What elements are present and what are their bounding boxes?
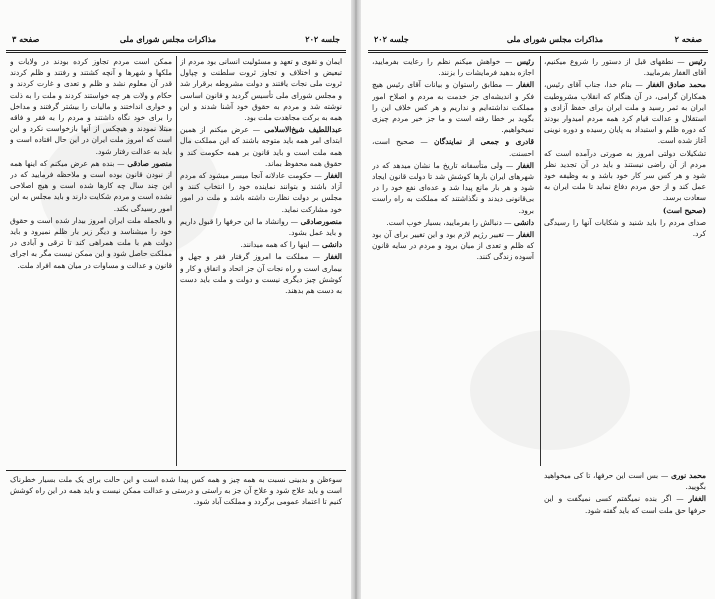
paragraph-text: — دنبالش را بفرمایید، بسیار خوب است.	[386, 217, 512, 227]
paragraph	[372, 160, 534, 216]
paragraph-text: و بالجمله ملت ایران امروز بیدار شده است و حقوق خود را میشناسد و دیگر زیر بار ظلم نمیرود و باید دولت هم با ملت همراهی کند تا ترقی و آبادی در مملکت حاصل شود و این ممکن نیست مگر به اجرای قانون و عدالت و مساوات در میان همه افراد ملت.	[10, 215, 172, 270]
speaker-name: عبداللطیف شیخ‌الاسلامی	[264, 125, 342, 135]
paragraph	[544, 493, 706, 515]
right-page-column-left	[372, 56, 534, 466]
paragraph-text: — بنده هم عرض میکنم که اینها همه از نبودن قانون بوده است و ملاحظه فرمایید که در این چند سال چه کارها شده است و هیچ اصلاحی نشده است و مردم شکایت دارند و باید مجلس به این امور رسیدگی بکند.	[10, 158, 172, 213]
paragraph	[544, 79, 706, 146]
right-page	[360, 0, 715, 599]
paragraph-text: — بنام خدا، جناب آقای رئیس، همکاران گرامی، در آن هنگام که انقلاب مشروطیت ایران به ثمر رسید و ملت ایران برای حفظ آزادی و استقلال و عدالت قیام کرد همه مردم امیدوار بودند که دوره ظلم و استبداد به پایان رسیده و دوره نوینی آغاز شده است.	[544, 80, 706, 146]
right-page-header	[368, 34, 708, 48]
speaker-name: الغفار	[516, 160, 534, 170]
left-page-number: صفحه ۳	[12, 34, 40, 44]
speaker-name: منصور صادقی	[127, 158, 172, 168]
paragraph	[544, 56, 706, 78]
speaker-name: محمد صادق الغفار	[646, 80, 706, 90]
paragraph	[180, 56, 342, 123]
speaker-name: دانشی	[513, 217, 534, 227]
paragraph-text: — اگر بنده نمیگفتم کسی نمیگفت و این حرفها حق ملت است که باید گفته شود.	[544, 494, 706, 515]
paragraph-text: — حکومت عادلانه آنجا میسر میشود که مردم آزاد باشند و بتوانند نماینده خود را انتخاب کنند و مجلس بر دولت نظارت داشته باشد و ملت در امور خود مشارکت نماید.	[180, 171, 342, 214]
paragraph-text: صدای مردم را باید شنید و شکایات آنها را رسیدگی کرد.	[544, 217, 706, 239]
speaker-name: الغفار	[688, 494, 706, 504]
speaker-name: الغفار	[324, 252, 342, 262]
paragraph-text: — تغییر رژیم لازم بود و این تغییر برای آن بود که ظلم و تعدی از میان برود و مردم در سایه قانون آسوده زندگی کنند.	[372, 230, 534, 262]
speaker-name: رئیس	[516, 57, 534, 66]
paragraph-text: — بس است این حرفها، تا کی میخواهید بگویید.	[544, 471, 706, 492]
footer-rule	[6, 470, 346, 471]
column-divider	[176, 56, 177, 466]
paragraph-text: — روانشاد ما این حرفها را قبول داریم و باید عمل بشود.	[180, 216, 342, 238]
paragraph	[372, 217, 534, 228]
speaker-name: (صحیح است)	[662, 205, 706, 215]
speaker-name: الغفار	[324, 171, 342, 181]
paragraph	[180, 216, 342, 238]
left-page-column-right	[180, 56, 342, 466]
paragraph-text: — ولی متأسفانه تاریخ ما نشان میدهد که در شهرهای ایران بارها کوشش شد تا دولت قانون ایجاد شود و هر بار مانع پیدا شد و عده‌ای نفع خود را در بی‌قانونی دیدند و نگذاشتند که مملکت به راه راست برود.	[372, 160, 534, 215]
paragraph	[544, 470, 706, 492]
paragraph	[544, 205, 706, 216]
speaker-name: الغفار	[516, 80, 534, 90]
paragraph	[10, 215, 172, 271]
column-divider	[540, 56, 541, 466]
left-page-title: مذاکرات مجلس شورای ملی	[119, 34, 216, 44]
speaker-name: دانشی	[321, 240, 342, 250]
left-page-footer-text: سوءظن و بدبینی نسبت به همه چیز و همه کس پیدا شده است و این حالت برای یک ملت بسیار خطرناک است و باید علاج شود و علاج آن جز به راستی و درستی و عدالت ممکن نیست و باید همه در این راه کوشش کنیم تا اعتماد عمومی برگردد و مملکت آباد شود.	[10, 475, 342, 506]
paragraph	[544, 217, 706, 239]
right-page-session: جلسه ۲۰۲	[374, 34, 409, 44]
paragraph	[180, 251, 342, 296]
paragraph	[372, 136, 534, 158]
paragraph	[180, 124, 342, 169]
right-page-title: مذاکرات مجلس شورای ملی	[506, 34, 603, 44]
right-page-column-right	[544, 56, 706, 466]
paragraph-text: — خواهش میکنم نظم را رعایت بفرمایید، اجازه بدهید فرمایشات را بزنند.	[372, 57, 534, 78]
paragraph	[372, 56, 534, 78]
paragraph	[180, 239, 342, 250]
speaker-name: قادری و جمعی از نمایندگان	[434, 137, 534, 147]
paragraph-text: ممکن است مردم تجاوز کرده بودند در ولایات و ملکها و شهرها و آنچه کشتند و رفتند و ظلم کردند قدر آن معلوم نشد و ظلم و تعدی و غارت کردند و حکام و ولات هر چه خواستند کردند و ملت را به ذلت و خواری انداختند و مالیات را بیشتر گرفتند و مداخل را برای خود نگاه داشتند و مردم را به فقر و فاقه مبتلا نمودند و هیچکس از آنها بازخواست نکرد و این است که امروز ملت ایران در این حال افتاده است و باید به عدالت رفتار شود.	[10, 57, 172, 156]
paragraph-text: — نطقهای قبل از دستور را شروع میکنیم، آقای الغفار بفرمایید.	[544, 57, 706, 78]
paragraph	[372, 229, 534, 263]
right-page-footer-text	[544, 470, 706, 595]
speaker-name: محمد نوری	[670, 471, 706, 480]
right-page-number: صفحه ۲	[674, 34, 702, 44]
paragraph-text: — عرض میکنم از همین ابتدای امر همه باید متوجه باشند که این مملکت مال همه ملت است و باید قانون بر همه حکومت کند و حقوق همه محفوظ بماند.	[180, 125, 342, 168]
paragraph-text: ایمان و تقوی و تعهد و مسئولیت انسانی بود مردم از تبعیض و اختلاف و تجاوز ثروت سلطنت و چپاول ثروت ملی نجات یافتند و دولت مشروطه برقرار شد و مجلس شورای ملی تأسیس گردید و قانون اساسی نوشته شد و مردم به حقوق خود آشنا شدند و این همه به برکت مجاهدت ملت بود.	[180, 57, 342, 123]
paragraph-text: — صحیح است، احسنت.	[372, 137, 534, 158]
paragraph	[10, 158, 172, 214]
paragraph	[180, 170, 342, 215]
paragraph	[544, 148, 706, 204]
speaker-name: الغفار	[516, 230, 534, 240]
paragraph	[10, 56, 172, 157]
paragraph-text: — مملکت ما امروز گرفتار فقر و جهل و بیماری است و راه نجات آن جز اتحاد و اتفاق و کار و کوشش چیز دیگری نیست و دولت و ملت باید دست به دست هم بدهند.	[180, 252, 342, 296]
header-rule	[6, 50, 346, 53]
left-page-column-left	[10, 56, 172, 466]
header-rule	[368, 50, 708, 53]
paragraph	[372, 79, 534, 135]
paragraph-text: تشکیلات دولتی امروز به صورتی درآمده است که مردم از آن راضی نیستند و باید در آن تجدید نظر شود و هر کس سر کار خود باشد و به وظیفه خود عمل کند و از حق مردم دفاع نماید تا ملت ایران به سعادت برسد.	[544, 148, 706, 203]
paragraph-text: — مطابق راستوان و بیانات آقای رئیس هیچ فکر و اندیشه‌ای جز خدمت به مردم و اصلاح امور مملکت نداشته‌ایم و نداریم و هر کس خلاف این را بگوید بر خطا رفته است و ما جز خیر مردم چیزی نمیخواهیم.	[372, 80, 534, 135]
paragraph-text: — اینها را که همه میدانند.	[240, 240, 320, 250]
speaker-name: منصورصادقی	[300, 216, 342, 226]
left-page	[0, 0, 352, 599]
left-page-session: جلسه ۲۰۲	[305, 34, 340, 44]
left-page-header	[6, 34, 346, 48]
speaker-name: رئیس	[688, 57, 706, 66]
